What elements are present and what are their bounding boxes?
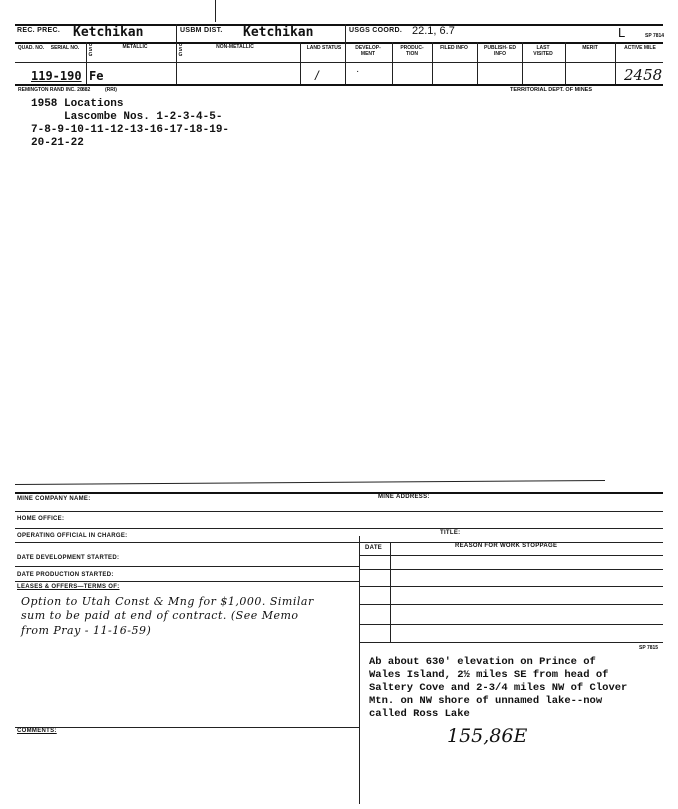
notes-line-4: 20-21-22 bbox=[31, 137, 84, 149]
col-land-status: LAND STATUS bbox=[306, 45, 342, 51]
notes-line-3: 7-8-9-10-11-12-13-16-17-18-19- bbox=[31, 124, 230, 136]
stoppage-rule-2 bbox=[359, 569, 663, 570]
rec-prec-value: Ketchikan bbox=[73, 25, 144, 40]
lease-text-3: from Pray - 11-16-59) bbox=[21, 624, 152, 637]
col-active-mile: ACTIVE MILE bbox=[624, 45, 656, 51]
footer-dept: TERRITORIAL DEPT. OF MINES bbox=[510, 87, 592, 93]
lease-text-1: Option to Utah Const & Mng for $1,000. Similar bbox=[21, 595, 314, 608]
footer-printer: REMINGTON RAND INC. 20 bbox=[18, 87, 83, 93]
operating-official-label: OPERATING OFFICIAL IN CHARGE: bbox=[17, 533, 128, 539]
col-div-d bbox=[345, 42, 346, 84]
title-label: TITLE: bbox=[440, 530, 461, 536]
stoppage-date-divider bbox=[390, 542, 391, 642]
stoppage-rule-4 bbox=[359, 604, 663, 605]
form-code-top: SP 7814 bbox=[645, 33, 665, 39]
lower-rule-3 bbox=[15, 528, 663, 529]
header-divider-2 bbox=[345, 24, 346, 43]
form-code-bottom: SP 7815 bbox=[639, 645, 659, 651]
record-develop-dot: · bbox=[356, 66, 360, 77]
col-usg-metallic: U S G bbox=[88, 42, 93, 58]
col-quad-no: QUAD. NO. bbox=[17, 45, 45, 51]
stoppage-date-header: DATE bbox=[365, 545, 383, 551]
col-div-j bbox=[615, 42, 616, 84]
usbm-dist-label: USBM DIST. bbox=[180, 27, 223, 34]
home-office-label: HOME OFFICE: bbox=[17, 516, 65, 522]
mine-address-label: MINE ADDRESS: bbox=[378, 494, 430, 500]
col-div-h bbox=[522, 42, 523, 84]
stoppage-rule-3 bbox=[359, 586, 663, 587]
lower-rule-6 bbox=[15, 581, 359, 582]
leases-label: LEASES & OFFERS—TERMS OF: bbox=[17, 584, 120, 590]
comments-label: COMMENTS: bbox=[17, 728, 57, 734]
header-rule-3 bbox=[15, 62, 663, 63]
footer-paren: (RRI) bbox=[105, 87, 117, 93]
location-code: 155,86E bbox=[447, 725, 528, 747]
notes-line-1: 1958 Locations bbox=[31, 98, 124, 110]
col-filed-info: FILED INFO bbox=[440, 45, 468, 51]
usbm-dist-value: Ketchikan bbox=[243, 25, 314, 40]
header-bottom-rule bbox=[15, 84, 663, 86]
stoppage-reason-header: REASON FOR WORK STOPPAGE bbox=[455, 543, 558, 549]
col-div-c bbox=[300, 42, 301, 84]
header-divider-1 bbox=[176, 24, 177, 43]
col-div-f bbox=[432, 42, 433, 84]
col-development: DEVELOP- MENT bbox=[355, 45, 381, 57]
col-div-i bbox=[565, 42, 566, 84]
col-serial-no: SERIAL NO. bbox=[50, 45, 80, 51]
record-serial: 119-190 bbox=[31, 69, 82, 83]
stoppage-rule-5 bbox=[359, 624, 663, 625]
record-land-status: / bbox=[315, 68, 319, 83]
location-text: Ab about 630' elevation on Prince of Wales Island, 2½ miles SE from head of Saltery Cove and 2-3/4 miles NW of Clover Mtn. on NW shore of unnamed lake--now called Ross Lake bbox=[369, 656, 628, 720]
col-div-a bbox=[86, 42, 87, 84]
mine-company-name-label: MINE COMPANY NAME: bbox=[17, 496, 91, 502]
lower-rule-4 bbox=[15, 542, 663, 543]
col-non-metallic: NON-METALLIC bbox=[216, 44, 254, 50]
record-metallic: Fe bbox=[89, 69, 104, 83]
col-div-g bbox=[477, 42, 478, 84]
col-production: PRODUC- TION bbox=[400, 45, 424, 57]
col-div-b bbox=[176, 42, 177, 84]
record-active: 2458 bbox=[624, 66, 663, 84]
footer-code: 882 bbox=[82, 87, 91, 93]
lower-rule-7 bbox=[15, 727, 359, 728]
notes-line-2: Lascombe Nos. 1-2-3-4-5- bbox=[31, 111, 223, 123]
stoppage-rule-6 bbox=[359, 642, 663, 643]
top-tick bbox=[215, 0, 216, 22]
col-published-info: PUBLISH- ED INFO bbox=[484, 45, 516, 57]
date-development-label: DATE DEVELOPMENT STARTED: bbox=[17, 555, 120, 561]
lower-top-rule bbox=[15, 480, 605, 485]
lower-rule-2 bbox=[15, 511, 663, 512]
corner-mark: L bbox=[618, 25, 626, 40]
lease-text-2: sum to be paid at end of contract. (See Memo bbox=[21, 609, 299, 622]
right-column-divider bbox=[359, 536, 360, 804]
date-production-label: DATE PRODUCTION STARTED: bbox=[17, 572, 114, 578]
lower-rule-1 bbox=[15, 492, 663, 494]
stoppage-rule-1 bbox=[359, 555, 663, 556]
usgs-coord-label: USGS COORD. bbox=[349, 27, 403, 34]
lower-rule-5 bbox=[15, 566, 359, 567]
rec-prec-label: REC. PREC. bbox=[17, 27, 61, 34]
col-usg-nonmetallic: U S G bbox=[178, 42, 183, 58]
usgs-coord-value: 22.1, 6.7 bbox=[412, 25, 455, 37]
col-last-visited: LAST VISITED bbox=[533, 45, 553, 57]
col-merit: MERIT bbox=[582, 45, 598, 51]
col-div-e bbox=[392, 42, 393, 84]
col-metallic: METALLIC bbox=[122, 44, 148, 50]
